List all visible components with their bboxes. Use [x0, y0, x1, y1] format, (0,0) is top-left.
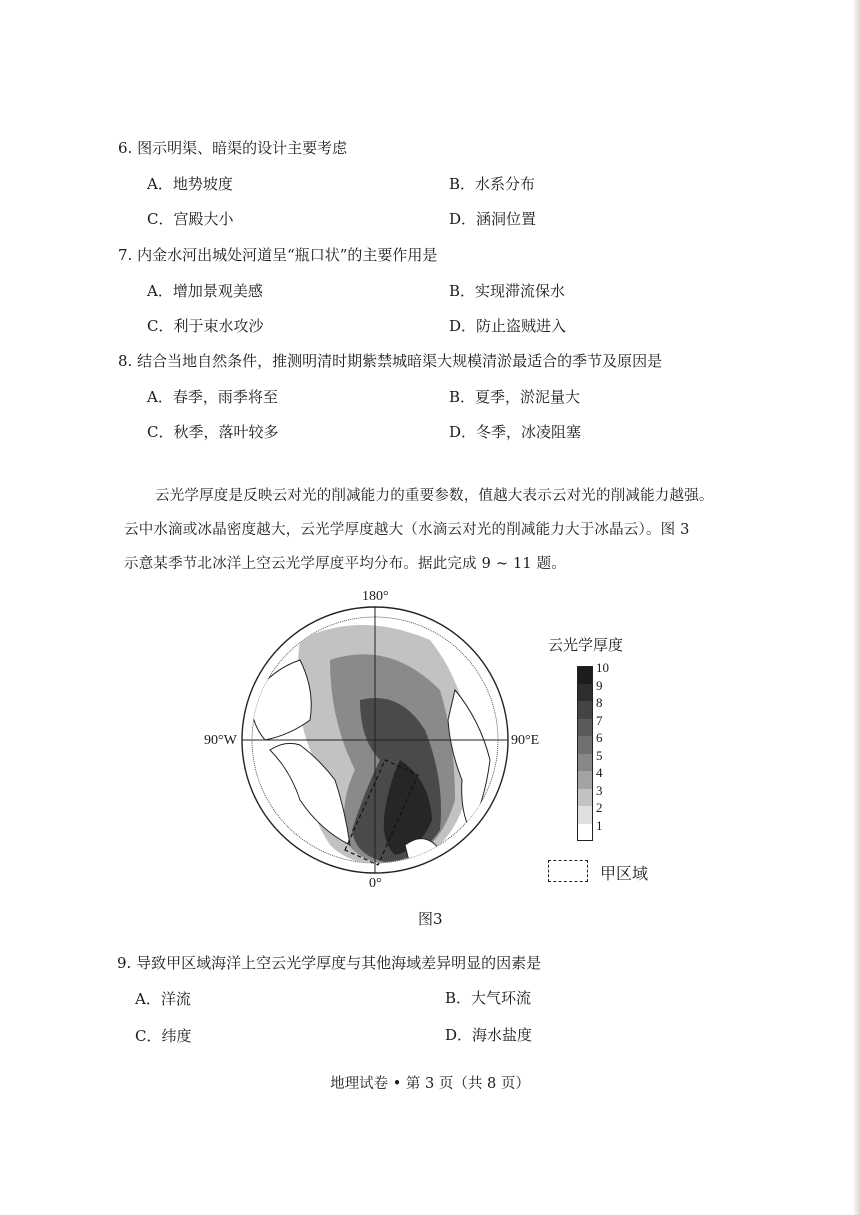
- passage-line-3: 示意某季节北冰洋上空云光学厚度平均分布。据此完成 9 ~ 11 题。: [124, 556, 567, 572]
- legend-swatch: [577, 824, 593, 842]
- question-7-option-b: B．实现滞流保水: [449, 282, 566, 300]
- question-7-option-a: A．增加景观美感: [147, 282, 263, 300]
- question-9-option-d: D．海水盐度: [445, 1026, 533, 1044]
- question-9-option-b: B．大气环流: [445, 989, 532, 1007]
- legend-swatch: [577, 666, 593, 684]
- legend-value: 3: [596, 782, 603, 798]
- question-8-option-d: D．冬季，冰凌阻塞: [449, 423, 582, 441]
- legend-title: 云光学厚度: [548, 636, 624, 654]
- legend-region-box: [548, 860, 588, 882]
- question-7-stem: 7. 内金水河出城处河道呈“瓶口状”的主要作用是: [118, 246, 438, 264]
- page-footer: 地理试卷 • 第 3 页（共 8 页）: [330, 1076, 530, 1092]
- question-8-option-c: C．秋季，落叶较多: [147, 423, 279, 441]
- legend-swatch: [577, 736, 593, 754]
- question-6-option-a: A．地势坡度: [147, 175, 233, 193]
- legend-region-label: 甲区域: [600, 864, 649, 883]
- legend-value: 4: [596, 765, 603, 780]
- question-9-option-c: C．纬度: [135, 1027, 192, 1045]
- question-8-stem: 8. 结合当地自然条件，推测明清时期紫禁城暗渠大规模清淤最适合的季节及原因是: [118, 352, 663, 370]
- question-9-option-a: A．洋流: [135, 990, 191, 1008]
- legend-swatch: [577, 684, 593, 702]
- legend-swatch: [577, 719, 593, 737]
- legend-swatch: [577, 789, 593, 807]
- legend-value: 8: [596, 695, 603, 710]
- legend-value: 5: [596, 747, 603, 763]
- legend-value: 7: [596, 712, 603, 728]
- question-7-option-d: D．防止盗贼进入: [449, 317, 567, 335]
- legend-value: 9: [596, 677, 603, 693]
- legend-swatch: [577, 701, 593, 719]
- question-6-stem: 6. 图示明渠、暗渠的设计主要考虑: [118, 139, 348, 157]
- question-9-stem: 9. 导致甲区域海洋上空云光学厚度与其他海域差异明显的因素是: [117, 954, 542, 972]
- passage-line-1: 云光学厚度是反映云对光的削减能力的重要参数，值越大表示云对光的削减能力越强。: [155, 488, 714, 504]
- question-8-option-b: B．夏季，淤泥量大: [449, 388, 581, 406]
- label-90e: 90°E: [511, 733, 540, 748]
- legend-swatch: [577, 771, 593, 789]
- question-7-option-c: C．利于束水攻沙: [147, 317, 264, 335]
- legend-value: 1: [596, 817, 603, 833]
- label-180: 180°: [362, 589, 389, 604]
- legend-swatch: [577, 754, 593, 772]
- label-0: 0°: [369, 876, 382, 891]
- question-8-option-a: A．春季，雨季将至: [147, 388, 278, 406]
- legend-swatch: [577, 806, 593, 824]
- passage-line-2: 云中水滴或冰晶密度越大，云光学厚度越大（水滴云对光的削减能力大于冰晶云）。图 3: [124, 522, 690, 538]
- legend-value: 6: [596, 730, 603, 745]
- question-6-option-b: B．水系分布: [449, 175, 536, 193]
- question-6-option-c: C．宫殿大小: [147, 210, 234, 228]
- question-6-option-d: D．涵洞位置: [449, 210, 537, 228]
- legend-value: 10: [596, 660, 609, 675]
- legend-value: 2: [596, 800, 603, 815]
- label-90w: 90°W: [204, 733, 237, 748]
- figure-caption: 图3: [418, 910, 443, 928]
